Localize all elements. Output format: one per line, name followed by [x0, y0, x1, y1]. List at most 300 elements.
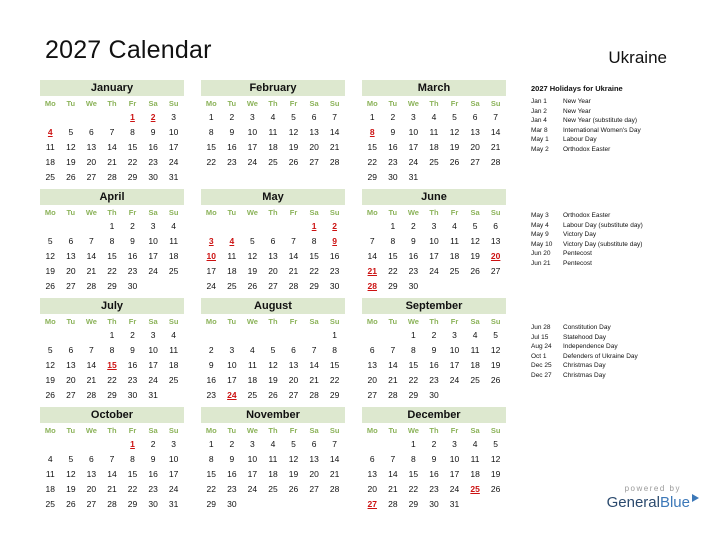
day-cell: 5: [250, 236, 255, 246]
day-cell: 20: [309, 469, 319, 479]
day-cell: 2: [130, 330, 135, 340]
day-cell: 10: [449, 454, 460, 464]
day-cell: 1: [208, 112, 214, 122]
day-cell: 29: [107, 390, 117, 400]
day-cell: [362, 219, 383, 234]
day-cell: 16: [429, 469, 439, 479]
day-cell: [324, 497, 345, 512]
week-row: [40, 110, 184, 125]
day-cell: [383, 328, 404, 343]
holiday-name: New Year: [563, 98, 591, 105]
day-cell: 12: [470, 236, 480, 246]
day-cell: 25: [168, 266, 179, 276]
weekday-label: Tu: [388, 426, 398, 435]
day-cell: 12: [66, 142, 76, 152]
week-row: [362, 140, 506, 155]
holiday-date: May 9: [531, 231, 549, 238]
week-row: [201, 140, 345, 155]
day-cell: 5: [472, 221, 478, 231]
weekday-label: Th: [107, 99, 117, 108]
day-cell: 10: [227, 360, 237, 370]
month-header: March: [362, 80, 506, 96]
day-cell: 28: [367, 281, 378, 291]
day-cell: 23: [127, 375, 138, 385]
weekday-label: Sa: [148, 317, 158, 326]
weekday-label: We: [246, 208, 258, 217]
day-cell: 2: [390, 112, 396, 122]
week-row: [201, 482, 345, 497]
weekday-row: [362, 98, 506, 110]
weekday-label: Fr: [128, 317, 137, 326]
weekday-label: Mo: [366, 317, 378, 326]
day-cell: 16: [206, 375, 217, 385]
day-cell: [465, 170, 486, 185]
day-cell: 27: [367, 390, 378, 400]
day-cell: 29: [408, 499, 419, 509]
day-cell: 10: [148, 345, 158, 355]
day-cell: 27: [86, 499, 97, 509]
day-cell: 24: [206, 281, 217, 291]
month-header: February: [201, 80, 345, 96]
weekday-label: Th: [429, 99, 439, 108]
day-cell: 14: [367, 251, 378, 261]
day-cell: 5: [493, 330, 499, 340]
holiday-name: Statehood Day: [563, 333, 607, 341]
day-cell: 21: [107, 484, 117, 494]
weekday-label: Th: [107, 208, 117, 217]
day-cell: 12: [288, 454, 299, 464]
day-cell: 7: [109, 454, 115, 464]
weekday-row: [201, 207, 345, 219]
day-cell: 23: [148, 157, 158, 167]
day-cell: 31: [168, 499, 179, 509]
flag-icon: [692, 494, 699, 502]
month-header: June: [362, 189, 506, 205]
holiday-item: [531, 361, 706, 371]
day-cell: 26: [470, 266, 480, 276]
day-cell: 18: [449, 251, 460, 261]
day-cell: 13: [367, 360, 378, 370]
day-cell: 3: [250, 439, 255, 449]
weekday-label: Su: [329, 317, 340, 326]
day-cell: 3: [171, 439, 177, 449]
day-cell: 17: [247, 142, 258, 152]
holiday-item: [531, 221, 706, 231]
day-cell: 12: [66, 469, 76, 479]
holiday-name: Pentecost: [563, 259, 592, 267]
week-row: [201, 437, 345, 452]
day-cell: 11: [268, 127, 278, 137]
day-cell: 19: [288, 142, 299, 152]
day-cell: [143, 279, 164, 294]
day-cell: 28: [388, 390, 398, 400]
day-cell: 14: [107, 142, 117, 152]
weekday-row: [362, 425, 506, 437]
day-cell: 13: [66, 360, 76, 370]
weekday-label: Su: [490, 426, 501, 435]
day-cell: 1: [208, 439, 214, 449]
weekday-label: Th: [107, 426, 117, 435]
week-row: [362, 437, 506, 452]
day-cell: [102, 437, 123, 452]
month-november: [201, 407, 345, 512]
day-cell: 19: [470, 251, 480, 261]
week-row: [362, 388, 506, 403]
day-cell: 5: [270, 345, 276, 355]
weekday-label: We: [246, 317, 258, 326]
week-row: [40, 452, 184, 467]
month-header: November: [201, 407, 345, 423]
day-cell: 16: [227, 142, 237, 152]
day-cell: 24: [408, 157, 419, 167]
day-cell: 24: [168, 484, 179, 494]
week-row: [40, 234, 184, 249]
day-cell: 3: [229, 345, 235, 355]
holiday-item: [531, 323, 706, 333]
weekday-label: Tu: [388, 208, 398, 217]
day-cell: 8: [109, 345, 115, 355]
day-cell: 17: [148, 360, 158, 370]
day-cell: 17: [148, 251, 158, 261]
day-cell: 26: [288, 157, 299, 167]
day-cell: 29: [388, 281, 398, 291]
weekday-label: Tu: [227, 426, 237, 435]
day-cell: 11: [470, 454, 480, 464]
weekday-label: Fr: [128, 426, 137, 435]
holiday-date: May 2: [531, 145, 549, 153]
month-october: [40, 407, 184, 512]
day-cell: 5: [47, 236, 53, 246]
weekday-label: Fr: [128, 208, 137, 217]
day-cell: 19: [66, 484, 76, 494]
day-cell: [242, 219, 263, 234]
weekday-label: Sa: [470, 317, 480, 326]
day-cell: 21: [388, 484, 398, 494]
day-cell: 6: [270, 236, 276, 246]
month-july: [40, 298, 184, 403]
weekday-label: Sa: [470, 426, 480, 435]
week-row: [40, 155, 184, 170]
day-cell: 21: [490, 142, 501, 152]
day-cell: 23: [227, 157, 237, 167]
day-cell: [283, 497, 304, 512]
day-cell: [485, 170, 506, 185]
day-cell: 14: [388, 469, 398, 479]
weekday-row: [362, 316, 506, 328]
day-cell: 19: [490, 469, 501, 479]
day-cell: 16: [329, 251, 340, 261]
day-cell: [61, 437, 82, 452]
month-december: [362, 407, 506, 512]
week-row: [40, 170, 184, 185]
weekday-label: Fr: [450, 99, 459, 108]
day-cell: [81, 328, 102, 343]
day-cell: [222, 219, 243, 234]
month-may: [201, 189, 345, 309]
day-cell: 13: [66, 251, 76, 261]
day-cell: 14: [86, 360, 97, 370]
day-cell: 20: [490, 251, 501, 261]
day-cell: 3: [452, 330, 457, 340]
day-cell: 24: [247, 157, 258, 167]
day-cell: 18: [45, 484, 56, 494]
day-cell: 6: [493, 221, 499, 231]
holiday-date: May 4: [531, 221, 549, 229]
day-cell: 23: [148, 484, 158, 494]
day-cell: 30: [408, 281, 419, 291]
page-title: 2027 Calendar: [45, 36, 212, 64]
day-cell: 2: [431, 439, 437, 449]
day-cell: 7: [89, 345, 94, 355]
weekday-row: [40, 316, 184, 328]
week-row: [201, 110, 345, 125]
weekday-label: Mo: [205, 426, 217, 435]
day-cell: 23: [429, 375, 439, 385]
weekday-row: [201, 425, 345, 437]
holiday-name: Labour Day: [563, 136, 597, 143]
weekday-label: Fr: [128, 99, 137, 108]
day-cell: 10: [429, 236, 439, 246]
day-cell: 21: [367, 266, 378, 276]
day-cell: [362, 328, 383, 343]
day-cell: 10: [168, 454, 179, 464]
day-cell: 20: [66, 375, 76, 385]
day-cell: 7: [369, 236, 375, 246]
day-cell: [40, 328, 61, 343]
day-cell: 6: [89, 127, 94, 137]
day-cell: 1: [311, 221, 317, 231]
week-row: [201, 467, 345, 482]
day-cell: 17: [206, 266, 217, 276]
day-cell: [263, 328, 284, 343]
day-cell: 13: [86, 142, 97, 152]
day-cell: 18: [470, 469, 480, 479]
day-cell: 12: [45, 360, 56, 370]
day-cell: 9: [150, 127, 156, 137]
day-cell: 6: [472, 112, 478, 122]
day-cell: 5: [291, 439, 296, 449]
weekday-label: Mo: [366, 99, 378, 108]
day-cell: 30: [148, 499, 158, 509]
day-cell: 11: [268, 454, 278, 464]
week-row: [362, 358, 506, 373]
day-cell: 15: [309, 251, 319, 261]
brand-logo: [607, 484, 699, 511]
day-cell: 8: [411, 345, 416, 355]
day-cell: 27: [86, 172, 97, 182]
day-cell: 7: [332, 439, 338, 449]
day-cell: 27: [66, 281, 76, 291]
day-cell: 5: [68, 127, 74, 137]
week-row: [362, 452, 506, 467]
holiday-date: Jun 28: [531, 324, 551, 331]
weekday-label: Su: [490, 208, 501, 217]
day-cell: 27: [470, 157, 480, 167]
day-cell: 7: [390, 454, 396, 464]
weekday-label: Mo: [44, 99, 56, 108]
week-row: [40, 125, 184, 140]
day-cell: 2: [150, 112, 156, 122]
day-cell: 8: [332, 345, 338, 355]
holiday-name: Pentecost: [563, 250, 592, 257]
week-row: [362, 219, 506, 234]
day-cell: 3: [431, 221, 437, 231]
day-cell: 17: [449, 360, 460, 370]
month-march: [362, 80, 506, 185]
holiday-item: [531, 240, 706, 250]
holiday-date: Jun 21: [531, 259, 551, 267]
week-row: [362, 155, 506, 170]
day-cell: 21: [329, 142, 340, 152]
day-cell: 21: [309, 375, 319, 385]
day-cell: 30: [227, 499, 237, 509]
holiday-name: Defenders of Ukraine Day: [563, 352, 638, 360]
day-cell: 9: [208, 360, 214, 370]
day-cell: 3: [150, 330, 156, 340]
day-cell: 3: [452, 439, 457, 449]
day-cell: 29: [206, 499, 217, 509]
day-cell: 6: [311, 439, 317, 449]
day-cell: 17: [449, 469, 460, 479]
day-cell: 26: [490, 484, 501, 494]
day-cell: 28: [490, 157, 501, 167]
day-cell: 16: [148, 142, 158, 152]
day-cell: 25: [268, 484, 278, 494]
brand-name: [607, 494, 699, 511]
day-cell: 16: [388, 142, 398, 152]
day-cell: 18: [168, 360, 179, 370]
day-cell: 3: [208, 236, 214, 246]
day-cell: 2: [229, 439, 235, 449]
day-cell: 4: [431, 112, 437, 122]
week-row: [40, 328, 184, 343]
day-cell: [485, 388, 506, 403]
week-row: [40, 497, 184, 512]
day-cell: 11: [45, 469, 55, 479]
holiday-item: [531, 135, 706, 145]
day-cell: 29: [127, 499, 138, 509]
holiday-name: Victory Day: [563, 231, 597, 238]
weekday-label: We: [407, 317, 419, 326]
weekday-label: Tu: [227, 208, 237, 217]
day-cell: 14: [329, 127, 340, 137]
day-cell: [242, 497, 263, 512]
day-cell: 20: [66, 266, 76, 276]
weekday-label: Fr: [450, 208, 459, 217]
day-cell: 22: [309, 266, 319, 276]
day-cell: 14: [107, 469, 117, 479]
holiday-item: [531, 333, 706, 343]
weekday-label: Su: [168, 317, 179, 326]
day-cell: 1: [130, 439, 135, 449]
day-cell: 22: [367, 157, 378, 167]
day-cell: 9: [130, 236, 135, 246]
day-cell: 19: [45, 375, 56, 385]
week-row: [201, 279, 345, 294]
month-header: January: [40, 80, 184, 96]
holiday-date: Jul 15: [531, 333, 549, 341]
week-row: [201, 264, 345, 279]
holiday-name: Labour Day (substitute day): [563, 221, 643, 229]
day-cell: 22: [329, 375, 340, 385]
day-cell: 11: [169, 345, 179, 355]
day-cell: 11: [429, 127, 439, 137]
day-cell: 6: [89, 454, 94, 464]
weekday-label: Tu: [66, 99, 76, 108]
weekday-label: Tu: [388, 99, 398, 108]
day-cell: 28: [309, 390, 319, 400]
weekday-label: Su: [168, 208, 179, 217]
day-cell: 11: [247, 360, 257, 370]
day-cell: 25: [227, 281, 237, 291]
holiday-item: [531, 371, 706, 381]
day-cell: [40, 110, 61, 125]
day-cell: 28: [329, 484, 340, 494]
day-cell: [61, 219, 82, 234]
holiday-date: Dec 25: [531, 362, 552, 369]
day-cell: 28: [86, 390, 97, 400]
day-cell: 18: [268, 142, 278, 152]
day-cell: 28: [107, 172, 117, 182]
day-cell: 8: [208, 454, 214, 464]
day-cell: 15: [127, 142, 138, 152]
brand-name-a: General: [606, 494, 660, 511]
weekday-label: Th: [429, 426, 439, 435]
day-cell: 13: [470, 127, 480, 137]
day-cell: 4: [47, 127, 53, 137]
day-cell: 19: [268, 375, 278, 385]
day-cell: [444, 388, 465, 403]
day-cell: 10: [168, 127, 179, 137]
weekday-label: Mo: [44, 426, 56, 435]
day-cell: 9: [431, 454, 437, 464]
week-row: [362, 497, 506, 512]
holiday-date: Oct 1: [531, 352, 547, 360]
day-cell: 26: [66, 499, 76, 509]
week-row: [201, 328, 345, 343]
day-cell: 16: [127, 360, 138, 370]
day-cell: 12: [288, 127, 299, 137]
day-cell: 7: [109, 127, 115, 137]
day-cell: 4: [171, 330, 177, 340]
day-cell: 25: [449, 266, 460, 276]
holiday-item: [531, 342, 706, 352]
day-cell: 25: [45, 499, 56, 509]
month-header: December: [362, 407, 506, 423]
day-cell: 8: [109, 236, 115, 246]
week-row: [201, 343, 345, 358]
day-cell: 9: [229, 127, 235, 137]
day-cell: 12: [490, 454, 501, 464]
day-cell: 26: [66, 172, 76, 182]
day-cell: [383, 437, 404, 452]
day-cell: 4: [229, 236, 235, 246]
weekday-row: [40, 98, 184, 110]
day-cell: 7: [390, 345, 396, 355]
day-cell: 25: [429, 157, 439, 167]
day-cell: [263, 219, 284, 234]
day-cell: 28: [388, 499, 398, 509]
week-row: [362, 343, 506, 358]
week-row: [201, 125, 345, 140]
day-cell: 24: [429, 266, 439, 276]
day-cell: 21: [86, 375, 97, 385]
brand-name-b: Blue: [659, 494, 690, 511]
weekday-label: Sa: [309, 208, 319, 217]
weekday-row: [40, 425, 184, 437]
day-cell: 4: [47, 454, 53, 464]
day-cell: 26: [45, 390, 56, 400]
